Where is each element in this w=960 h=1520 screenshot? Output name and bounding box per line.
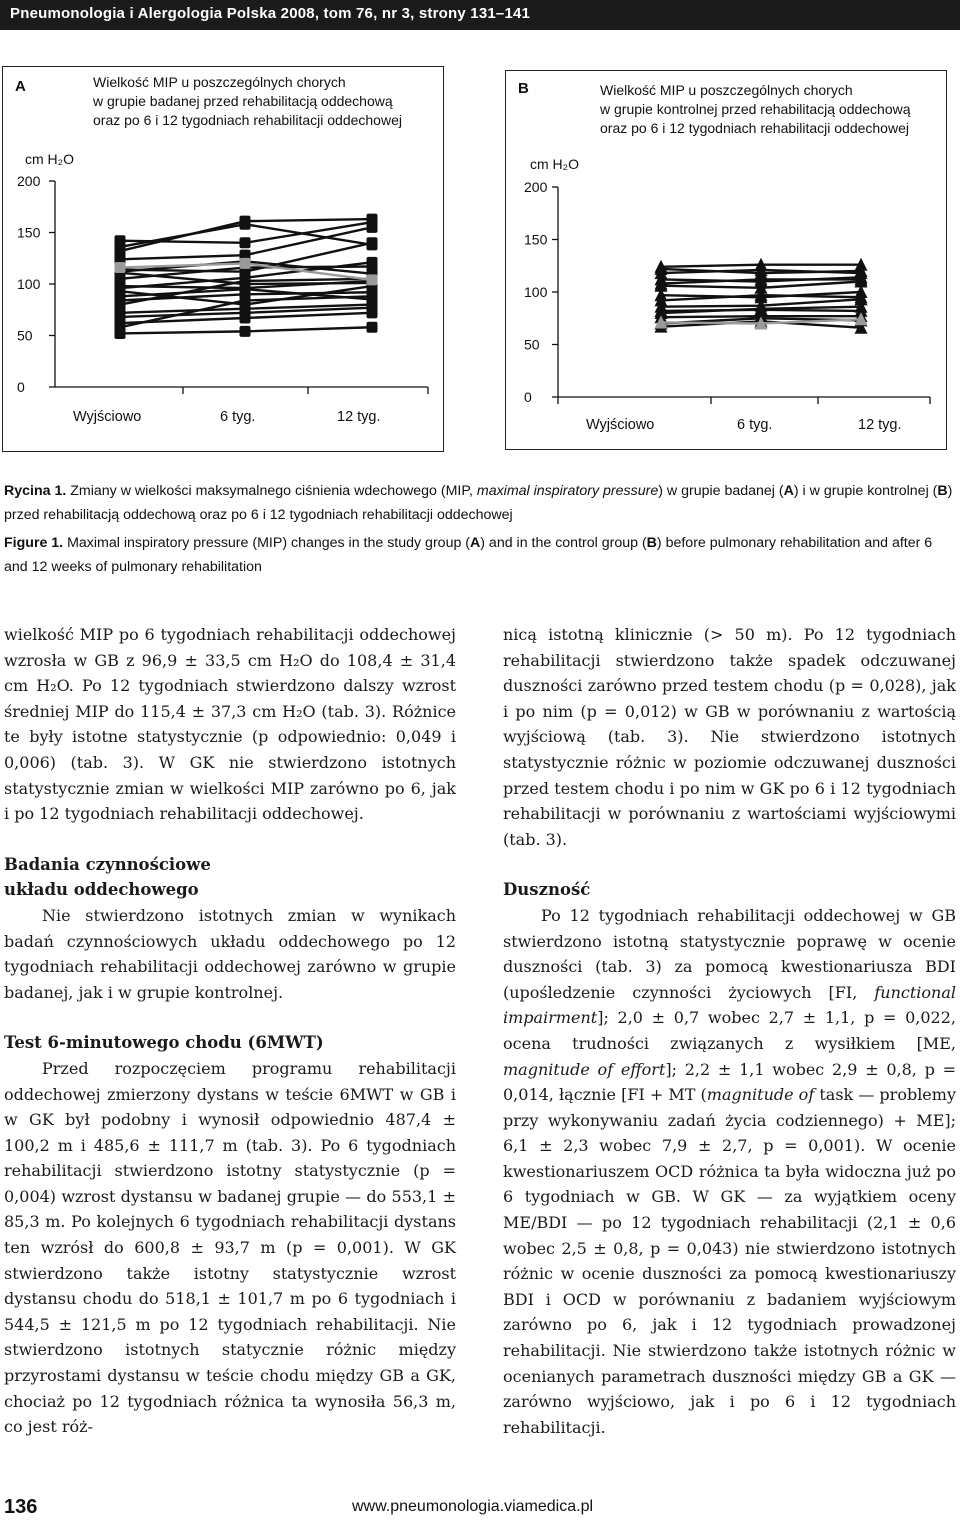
caption-text-en-2: ) and in the control group ( [480, 535, 647, 551]
paragraph-6mwt: Przed rozpoczęciem programu rehabilitacji oddechowej zmierzony dystans w teście 6MWT w GB i w GK był podobny i wynosił odpowiednio 487,4 ± 100,2 m i 485,6 ± 111,7 m (tab. 3). Po 6 tygodniach rehabilitacji stwierdzono istotny statystycznie (p = 0,004) wzrost dystansu w badanej grupie — do 553,1 ± 85,3 m. Po kolejnych 6 tygodniach rehabilitacji dystans ten wzrósł do 600,8 ± 93,7 m (p = 0,001). W GK stwierdzono także istotny statystycznie wzrost dystansu chodu do 518,1 ± 101,7 m po 6 tygodniach i 544,5 ± 121,5 m po 12 tygodniach rehabilitacji. Nie stwierdzono istotnych statycznie różnic między przyrostami dystansu w teście chodu między GB a GK, chociaż po 12 tygodniach różnica ta wynosiła 56,3 m, co jest róż- [4, 1058, 456, 1437]
caption-label-pl: Rycina 1. [4, 483, 67, 499]
y-tick-label: 50 [17, 327, 33, 344]
dyspnea-text-2: ]; 2,0 ± 0,7 wobec 2,7 ± 1,1, p = 0,022, ocena trudności związanych z wysiłkiem [ME, [503, 1008, 956, 1053]
caption-panel-a-ref-en: A [470, 535, 481, 551]
y-tick-label: 100 [17, 276, 41, 292]
y-tick-label: 200 [524, 179, 548, 195]
caption-label-en: Figure 1. [4, 535, 64, 551]
data-point [240, 295, 251, 306]
caption-text-en-3: ) before pulmonary rehabilitation and after 6 and 12 weeks of pulmonary rehabilitation [4, 535, 933, 575]
series-18 [115, 322, 378, 339]
caption-italic-pl: maximal inspiratory pressure [476, 483, 659, 499]
x-category-label: 6 tyg. [737, 417, 773, 433]
right-text-column [503, 622, 956, 1440]
caption-panel-a-ref: A [783, 483, 794, 499]
chart-title-line: Wielkość MIP u poszczególnych chorych [600, 82, 853, 98]
data-point [240, 219, 251, 230]
dyspnea-italic-3: magnitude of [706, 1085, 815, 1105]
data-point [367, 291, 378, 302]
heading-6mwt: Test 6-minutowego chodu (6MWT) [4, 1033, 324, 1053]
mip-chart-study-group [3, 67, 443, 451]
y-tick-label: 0 [524, 389, 532, 405]
journal-url: www.pneumonologia.viamedica.pl [352, 1498, 594, 1515]
caption-text-pl-3: ) i w grupie kontrolnej ( [793, 483, 938, 499]
data-point [115, 262, 126, 273]
heading-lung-function-line2: układu oddechowego [4, 880, 199, 900]
data-point [240, 258, 251, 269]
y-tick-label: 0 [17, 379, 25, 395]
panel-letter: B [518, 80, 529, 97]
journal-header-bar [0, 0, 960, 30]
caption-panel-b-ref: B [937, 483, 948, 499]
dyspnea-italic-1: functional impairment [503, 982, 956, 1028]
data-point [115, 241, 126, 252]
figure-caption-english [4, 531, 954, 579]
dyspnea-text-1: Po 12 tygodniach rehabilitacji oddechowej w GB stwierdzono istotną statystycznie poprawę w ocenie duszności (tab. 3) za pomocą kwestionariusza BDI (upośledzenie czynności życiowych [FI, [503, 905, 956, 1002]
caption-panel-b-ref-en: B [646, 535, 657, 551]
caption-text-pl-4: ) przed rehabilitacją oddechową oraz po 6 i 12 tygodniach rehabilitacji oddechowej [4, 483, 953, 523]
heading-dyspnea: Duszność [503, 880, 591, 900]
page-number: 136 [4, 1496, 38, 1518]
heading-lung-function-line1: Badania czynnościowe [4, 854, 211, 874]
data-point [115, 322, 126, 333]
dyspnea-text-4: task — problemy przy wykonywaniu zadań życia codziennego) + ME]; 6,1 ± 2,3 wobec 7,9 ± 2,7, p = 0,001). W ocenie kwestionariuszem OCD różnica ta była widoczna już po 6 tygodniach w GB. W GK — za wyjątkiem oceny ME/BDI — po 12 tygodniach rehabilitacji (2,1 ± 0,6 wobec 2,5 ± 0,8, p = 0,043) nie stwierdzono istotnych różnic w ocenie duszności za pomocą kwestionariuszy BDI i OCD w porównaniu z badaniem wyjściowym zarówno po 6, jak i 12 tygodniach prowadzonej rehabilitacji. Nie stwierdzono także istotnych różnic w ocenianych parametrach duszności między GB a GK — zarówno wyjściowo, jak i po 6 i 12 tygodniach rehabilitacji. [503, 1085, 956, 1437]
data-point [240, 237, 251, 248]
paragraph-dyspnea [503, 903, 956, 1440]
y-axis-label: cm H₂O [530, 156, 579, 172]
data-point [367, 274, 378, 285]
chart-title-line: Wielkość MIP u poszczególnych chorych [93, 74, 346, 90]
figure-caption-polish [4, 479, 954, 527]
x-category-label: 12 tyg. [858, 417, 902, 433]
caption-text-pl: Zmiany w wielkości maksymalnego ciśnienia wdechowego (MIP, [66, 483, 477, 499]
y-tick-label: 200 [17, 173, 41, 189]
figure-panel-b [505, 70, 947, 450]
data-point [367, 307, 378, 318]
mip-chart-control-group [506, 71, 946, 449]
y-tick-label: 50 [524, 336, 540, 353]
journal-title: Pneumonologia i Alergologia Polska 2008, tom 76, nr 3, strony 131–141 [10, 5, 531, 22]
chart-title-line: w grupie kontrolnej przed rehabilitacją oddechową [600, 101, 911, 117]
data-point [367, 222, 378, 233]
chart-title-line: oraz po 6 i 12 tygodniach rehabilitacji oddechowej [600, 120, 909, 136]
x-category-label: Wyjściowo [586, 417, 655, 433]
data-point [240, 275, 251, 286]
data-point [240, 312, 251, 323]
data-point [367, 257, 378, 268]
dyspnea-text-3: ]; 2,2 ± 1,1 wobec 2,9 ± 0,8, p = 0,014, łącznie [FI + MT ( [503, 1059, 957, 1105]
data-point [367, 322, 378, 333]
data-point [240, 326, 251, 337]
x-category-label: 12 tyg. [337, 409, 381, 425]
y-tick-label: 100 [524, 284, 548, 300]
y-tick-label: 150 [17, 224, 41, 241]
paragraph-6mwt-continued: nicą istotną klinicznie (> 50 m). Po 12 tygodniach rehabilitacji stwierdzono także spadek odczuwanej duszności zarówno przed testem chodu (p = 0,028), jak i po nim (p = 0,012) w GB w porównaniu z wartością wyjściową (tab. 3). Nie stwierdzono istotnych statystycznie różnic w poziomie odczuwanej duszności przed testem chodu i po nim w GK po 6 i 12 tygodniach rehabilitacji w porównaniu z wartościami wyjściowymi (tab. 3). [503, 625, 956, 849]
panel-letter: A [15, 78, 26, 95]
y-tick-label: 150 [524, 231, 548, 248]
caption-text-pl-2: ) w grupie badanej ( [658, 483, 784, 499]
paragraph-mip-results: wielkość MIP po 6 tygodniach rehabilitacji oddechowej wzrosła w GB z 96,9 ± 33,5 cm H₂O do 108,4 ± 31,4 cm H₂O. Po 12 tygodniach stwierdzono dalszy wzrost średniej MIP do 115,4 ± 37,3 cm H₂O (tab. 3). Różnice te były istotne statystycznie (p odpowiednio: 0,049 i 0,006) (tab. 3). W GK nie stwierdzono istotnych statystycznie zmian w wielkości MIP zarówno po 6, jak i po 12 tygodniach rehabilitacji oddechowej. [4, 625, 456, 824]
chart-title-line: oraz po 6 i 12 tygodniach rehabilitacji oddechowej [93, 112, 402, 128]
chart-title-line: w grupie badanej przed rehabilitacją oddechową [93, 93, 393, 109]
dyspnea-italic-2: magnitude of effort [503, 1059, 666, 1079]
data-point [367, 237, 378, 248]
caption-text-en: Maximal inspiratory pressure (MIP) changes in the study group ( [63, 535, 471, 551]
paragraph-lung-function: Nie stwierdzono istotnych zmian w wynikach badań czynnościowych układu oddechowego po 12 tygodniach rehabilitacji oddechowej zarówno w grupie badanej, jak i w grupie kontrolnej. [4, 905, 456, 1002]
y-axis-label: cm H₂O [25, 151, 74, 167]
x-category-label: Wyjściowo [73, 409, 142, 425]
x-category-label: 6 tyg. [220, 409, 256, 425]
heading-lung-function [4, 852, 456, 903]
figure-panel-a [2, 66, 444, 452]
left-text-column [4, 622, 456, 1440]
